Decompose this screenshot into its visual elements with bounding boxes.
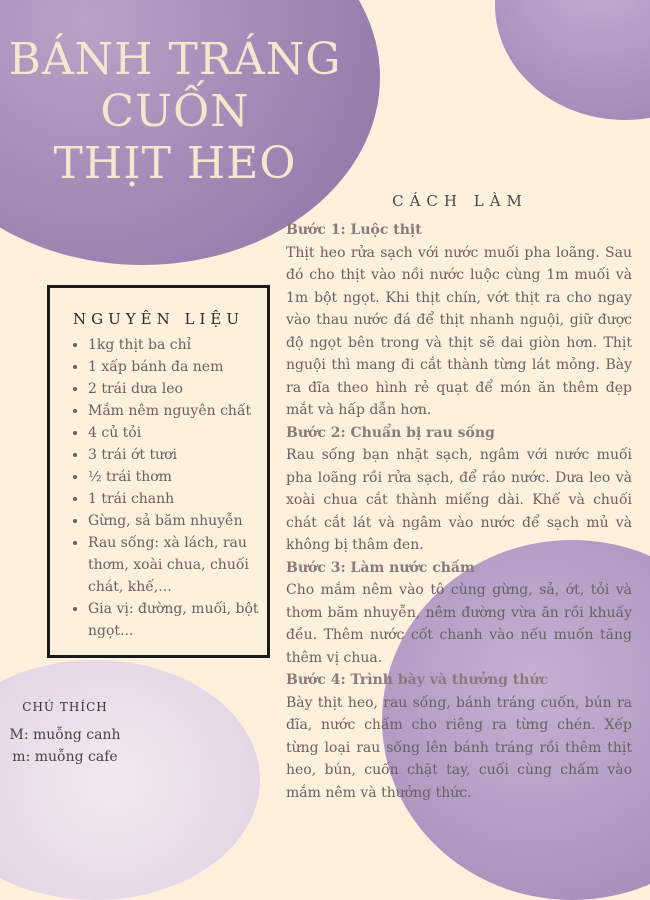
step-title: Bước 1: Luộc thịt	[286, 222, 422, 238]
ingredients-heading: NGUYÊN LIỆU	[73, 310, 244, 328]
ingredient-item: • Rau sống: xà lách, rau thơm, xoài chua, chuối chát, khế,...	[88, 532, 267, 598]
ingredient-item: • ½ trái thơm	[88, 466, 267, 488]
ingredient-item: • 1 trái chanh	[88, 488, 267, 510]
top-right-decor-circle	[495, 0, 650, 120]
title-line-1: BÁNH TRÁNG	[8, 34, 342, 85]
ingredients-box	[47, 285, 270, 658]
ingredients-list	[50, 334, 267, 642]
legend-line: M: muỗng canh	[9, 727, 121, 743]
step-2	[286, 422, 632, 557]
step-title: Bước 3: Làm nước chấm	[286, 559, 475, 576]
ingredient-item: • Mắm nêm nguyên chất	[88, 400, 267, 422]
ingredient-item: • Gừng, sả băm nhuyễn	[88, 510, 267, 532]
method-heading: CÁCH LÀM	[392, 192, 528, 210]
ingredient-item: • 3 trái ớt tươi	[88, 444, 267, 466]
ingredient-item: • 2 trái dưa leo	[88, 378, 267, 400]
bottom-left-decor-circle	[0, 660, 260, 900]
step-body: Rau sống bạn nhặt sạch, ngâm với nước muối pha loãng rồi rửa sạch, để ráo nước. Dưa leo và xoài chua cắt thành miếng dài. Khế và chuối chát cắt lát và ngâm vào nước để sạch mủ và không bị thâm đen.	[286, 447, 632, 553]
step-1	[286, 219, 632, 422]
step-3	[286, 557, 632, 670]
step-title: Bước 4: Trình bày và thưởng thức	[286, 672, 549, 688]
ingredient-item: • Gia vị: đường, muối, bột ngọt...	[88, 598, 267, 642]
method-steps	[286, 219, 632, 804]
step-title: Bước 2: Chuẩn bị rau sống	[286, 424, 495, 441]
recipe-title	[0, 34, 350, 190]
legend	[0, 700, 130, 768]
ingredient-item: • 1kg thịt ba chỉ	[88, 334, 267, 356]
title-line-2: CUỐN	[100, 86, 250, 137]
ingredient-item: • 4 củ tỏi	[88, 422, 267, 444]
title-line-3: THỊT HEO	[53, 138, 297, 189]
step-4	[286, 669, 632, 804]
ingredient-item: • 1 xấp bánh đa nem	[88, 356, 267, 378]
step-body: Cho mắm nêm vào tô cùng gừng, sả, ớt, tỏi và thơm băm nhuyễn, nêm đường vừa ăn rồi khuấy đều. Thêm nước cốt chanh vào nếu muốn tăng thêm vị chua.	[286, 582, 632, 666]
legend-line: m: muỗng cafe	[12, 749, 118, 765]
step-body: Thịt heo rửa sạch với nước muối pha loãng. Sau đó cho thịt vào nồi nước luộc cùng 1m muối và 1m bột ngọt. Khi thịt chín, vớt thịt ra cho ngay vào thau nước đá để thịt nhanh nguội, giữ được độ ngọt bên trong và thịt sẽ dai giòn hơn. Thịt nguội thì mang đi cắt thành từng lát mỏng. Bày ra đĩa theo hình rẻ quạt để món ăn thêm đẹp mắt và hấp dẫn hơn.	[286, 244, 632, 418]
legend-title: CHÚ THÍCH	[22, 700, 108, 714]
step-body: Bày thịt heo, rau sống, bánh tráng cuốn, bún ra đĩa, nước chấm cho riêng ra từng chén. Xếp từng loại rau sống lên bánh tráng rồi thêm thịt heo, bún, cuốn chặt tay, cuối cùng chấm vào mắm nêm và thưởng thức.	[286, 694, 632, 801]
